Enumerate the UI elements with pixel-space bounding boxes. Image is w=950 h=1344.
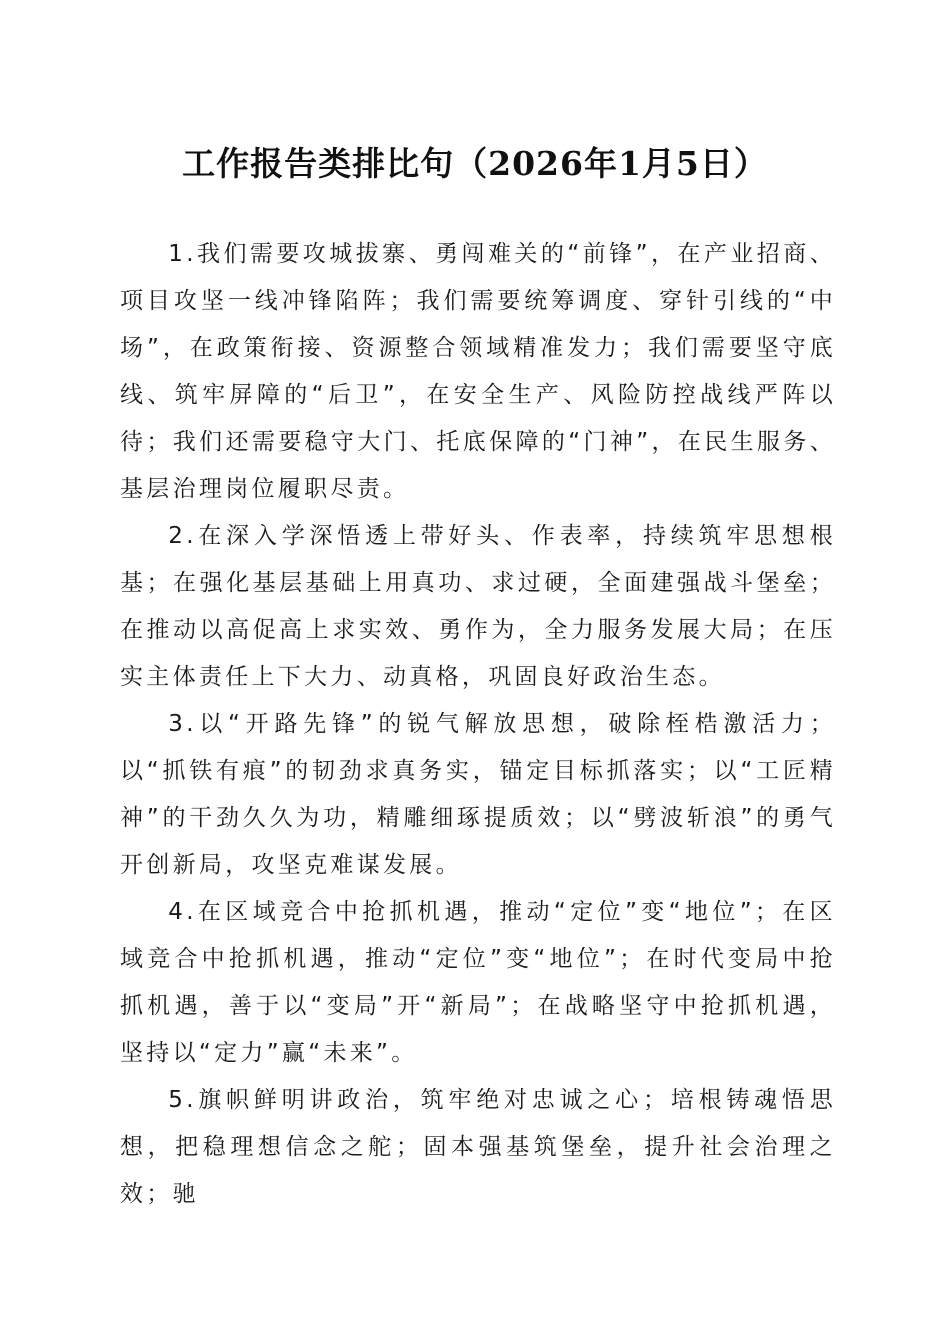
paragraph-3: 3.以“开路先锋”的锐气解放思想，破除桎梏激活力；以“抓铁有痕”的韧劲求真务实，锚定目标抓落实；以“工匠精神”的干劲久久为功，精雕细琢提质效；以“劈波斩浪”的勇气开创新局，攻坚克难谋发展。 bbox=[120, 711, 836, 878]
paragraph-4: 4.在区域竞合中抢抓机遇，推动“定位”变“地位”；在区域竞合中抢抓机遇，推动“定位”变“地位”；在时代变局中抢抓机遇，善于以“变局”开“新局”；在战略坚守中抢抓机遇，坚持以“定力”赢“未来”。 bbox=[120, 899, 836, 1066]
document-title: 工作报告类排比句（2026年1月5日） bbox=[182, 144, 768, 183]
paragraph-5: 5.旗帜鲜明讲政治，筑牢绝对忠诚之心；培根铸魂悟思想，把稳理想信念之舵；固本强基筑堡垒，提升社会治理之效；驰 bbox=[120, 1087, 836, 1207]
paragraph-2: 2.在深入学深悟透上带好头、作表率，持续筑牢思想根基；在强化基层基础上用真功、求过硬，全面建强战斗堡垒；在推动以高促高上求实效、勇作为，全力服务发展大局；在压实主体责任上下大力、动真格，巩固良好政治生态。 bbox=[120, 523, 836, 690]
document-body bbox=[120, 231, 836, 1218]
paragraph-1: 1.我们需要攻城拔寨、勇闯难关的“前锋”，在产业招商、项目攻坚一线冲锋陷阵；我们需要统筹调度、穿针引线的“中场”，在政策衔接、资源整合领域精准发力；我们需要坚守底线、筑牢屏障的“后卫”，在安全生产、风险防控战线严阵以待；我们还需要稳守大门、托底保障的“门神”，在民生服务、基层治理岗位履职尽责。 bbox=[120, 241, 836, 502]
